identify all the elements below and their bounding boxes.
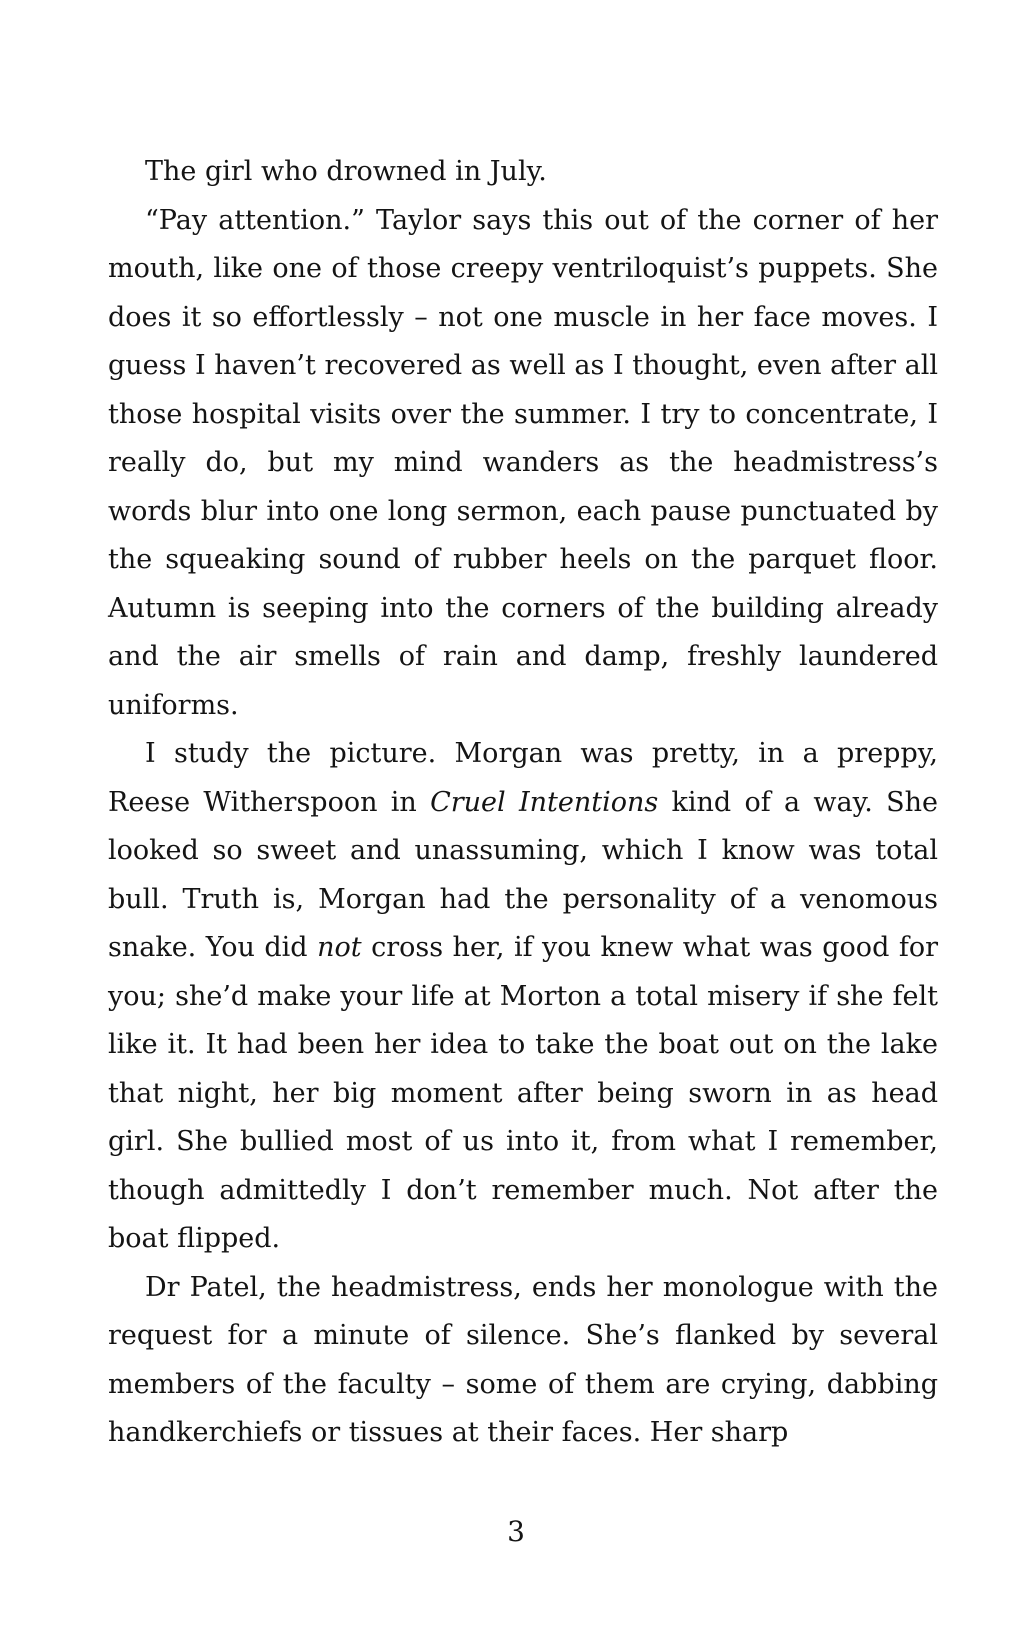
paragraph — [108, 730, 938, 1264]
text-run: “Pay attention.” Taylor says this out of the corner of her mouth, like one of those creepy ventriloquist’s puppets. She does it so effortlessly – not one muscle in her face moves. I guess I haven’t recovered as well as I thought, even after all those hospital visits over the summer. I try to concentrate, I really do, but my mind wanders as the headmistress’s words blur into one long sermon, each pause punctuated by the squeaking sound of rubber heels on the parquet floor. Autumn is seeping into the corners of the building already and the air smells of rain and damp, freshly laundered uniforms. — [108, 204, 938, 721]
text-run: Dr Patel, the headmistress, ends her monologue with the request for a minute of silence. She’s flanked by several members of the faculty – some of them are crying, dabbing handkerchiefs or tissues at their faces. Her sharp — [108, 1271, 938, 1448]
paragraph — [108, 197, 938, 731]
text-run: I study the picture. Morgan was pretty, in a preppy, Reese Witherspoon in — [108, 738, 938, 818]
page-number: 3 — [507, 1515, 525, 1548]
paragraph — [108, 148, 938, 197]
paragraph — [108, 1264, 938, 1458]
italic-text: not — [317, 932, 362, 963]
text-run: The girl who drowned in July. — [145, 156, 547, 187]
text-run: cross her, if you knew what was good for you; she’d make your life at Morton a total misery if she felt like it. It had been her idea to take the boat out on the lake that night, her big moment after being sworn in as head girl. She bullied most of us into it, from what I remember, though admittedly I don’t remember much. Not after the boat flipped. — [108, 932, 938, 1254]
italic-text: Cruel Intentions — [430, 786, 659, 818]
body-text — [108, 148, 938, 1458]
text-run: kind of a way. She looked so sweet and unassuming, which I know was total bull. Truth is, Morgan had the personality of a venomous snake. You did — [108, 786, 939, 963]
